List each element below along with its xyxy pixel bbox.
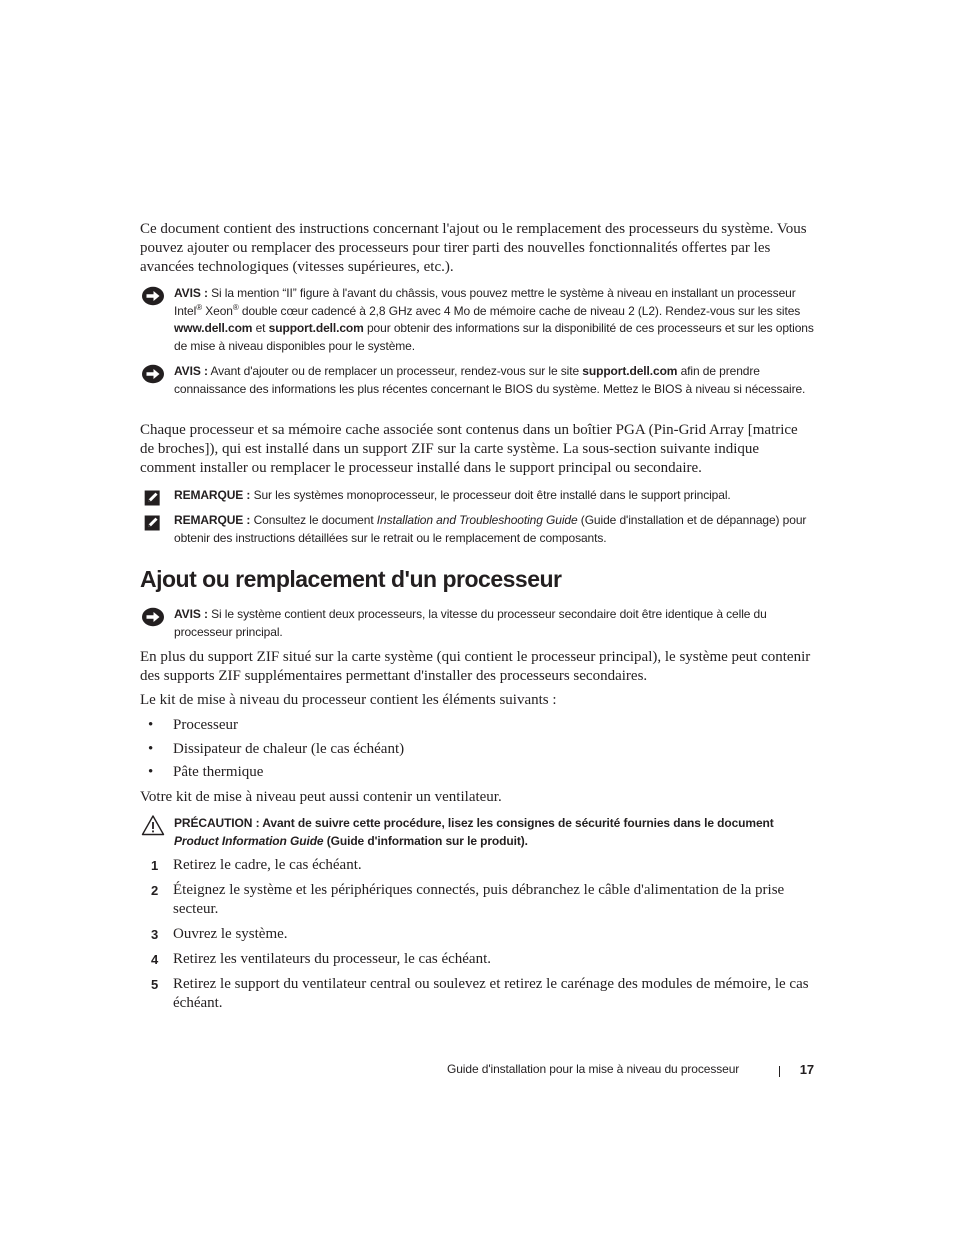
link-dell-com: www.dell.com	[174, 321, 253, 335]
list-item: • Processeur	[148, 717, 238, 733]
caution-label: PRÉCAUTION :	[174, 816, 260, 830]
step-number: 3	[151, 927, 159, 942]
step-number: 4	[151, 952, 159, 967]
list-item: • Pâte thermique	[148, 764, 264, 780]
notice-arrow-icon	[141, 607, 165, 627]
note-remarque-2: REMARQUE : Consultez le document Installation and Troubleshooting Guide (Guide d'installation et de dépannage) pour obtenir des instructions détaillées sur le retrait ou le remplacement de composants.	[140, 512, 815, 547]
doc-title: Installation and Troubleshooting Guide	[376, 513, 578, 527]
zif-paragraph: En plus du support ZIF situé sur la carte système (qui contient le processeur principal), le système peut contenir des supports ZIF supplémentaires permettant d'installer des processeurs secondaires.	[140, 649, 811, 684]
fan-paragraph: Votre kit de mise à niveau peut aussi contenir un ventilateur.	[140, 789, 502, 805]
notice-label: AVIS :	[174, 364, 208, 378]
section-heading: Ajout ou remplacement d'un processeur	[140, 566, 562, 592]
list-item: • Dissipateur de chaleur (le cas échéant)	[148, 741, 405, 757]
footer-divider	[779, 1066, 780, 1077]
notice-arrow-icon	[141, 286, 165, 306]
footer-title: Guide d'installation pour la mise à niveau du processeur	[447, 1062, 740, 1076]
step-item: 1 Retirez le cadre, le cas échéant.	[151, 857, 362, 873]
notice-avis-3: AVIS : Si le système contient deux processeurs, la vitesse du processeur secondaire doit être identique à celle du processeur principal.	[140, 606, 815, 641]
doc-title: Product Information Guide	[174, 833, 324, 848]
pga-paragraph: Chaque processeur et sa mémoire cache associée sont contenus dans un boîtier PGA (Pin-Grid Array [matrice de broches]), qui est installé dans un support ZIF sur la carte système. La sous-section suivante indique comment installer ou remplacer le processeur installé dans le support principal ou secondaire.	[140, 422, 798, 476]
step-item: 3 Ouvrez le système.	[151, 926, 288, 942]
note-pencil-icon	[143, 513, 163, 533]
note-label: REMARQUE :	[174, 513, 251, 527]
notice-avis-2: AVIS : Avant d'ajouter ou de remplacer un processeur, rendez-vous sur le site support.dell.com afin de prendre connaissance des informations les plus récentes concernant le BIOS du système. Mettez le BIOS à niveau si nécessaire.	[140, 363, 815, 398]
bullet-marker: •	[148, 717, 154, 733]
step-item: 2 Éteignez le système et les périphériques connectés, puis débranchez le câble d'alimentation de la prise secteur.	[151, 882, 785, 917]
step-item: 5 Retirez le support du ventilateur central ou soulevez et retirez le carénage des modules de mémoire, le cas échéant.	[151, 976, 809, 1011]
notice-arrow-icon	[141, 364, 165, 384]
notice-label: AVIS :	[174, 286, 208, 300]
step-number: 2	[151, 883, 159, 898]
notice-label: AVIS :	[174, 607, 208, 621]
intro-paragraph: Ce document contient des instructions concernant l'ajout ou le remplacement des processeurs du système. Vous pouvez ajouter ou remplacer des processeurs pour tirer parti des nouvelles fonctionnalités offertes par les avancées technologiques (vitesses supérieures, etc.).	[140, 221, 807, 275]
page-number: 17	[799, 1062, 814, 1077]
note-pencil-icon	[143, 488, 163, 508]
caution-warning-icon	[141, 814, 165, 836]
step-item: 4 Retirez les ventilateurs du processeur, le cas échéant.	[151, 951, 492, 967]
bullet-marker: •	[148, 764, 154, 780]
link-support-dell-com: support.dell.com	[582, 364, 678, 378]
notice-avis-1: AVIS : Si la mention “II” figure à l'avant du châssis, vous pouvez mettre le système à niveau en installant un processeur Intel® Xeon® double cœur cadencé à 2,8 GHz avec 4 Mo de mémoire cache de niveau 2 (L2). Rendez-vous sur les sites www.dell.com et support.dell.com pour obtenir des informations sur la disponibilité de ces processeurs et sur les options de mise à niveau disponibles pour le système.	[140, 285, 815, 355]
step-number: 5	[151, 977, 159, 992]
bullet-marker: •	[148, 741, 154, 757]
note-remarque-1: REMARQUE : Sur les systèmes monoprocesseur, le processeur doit être installé dans le support principal.	[140, 487, 815, 505]
link-support-dell-com: support.dell.com	[268, 321, 364, 335]
caution-precaution: PRÉCAUTION : Avant de suivre cette procédure, lisez les consignes de sécurité fournies dans le document Product Information Guide (Guide d'information sur le produit).	[140, 815, 815, 850]
kit-paragraph: Le kit de mise à niveau du processeur contient les éléments suivants :	[140, 692, 557, 708]
step-number: 1	[151, 858, 159, 873]
note-label: REMARQUE :	[174, 488, 251, 502]
